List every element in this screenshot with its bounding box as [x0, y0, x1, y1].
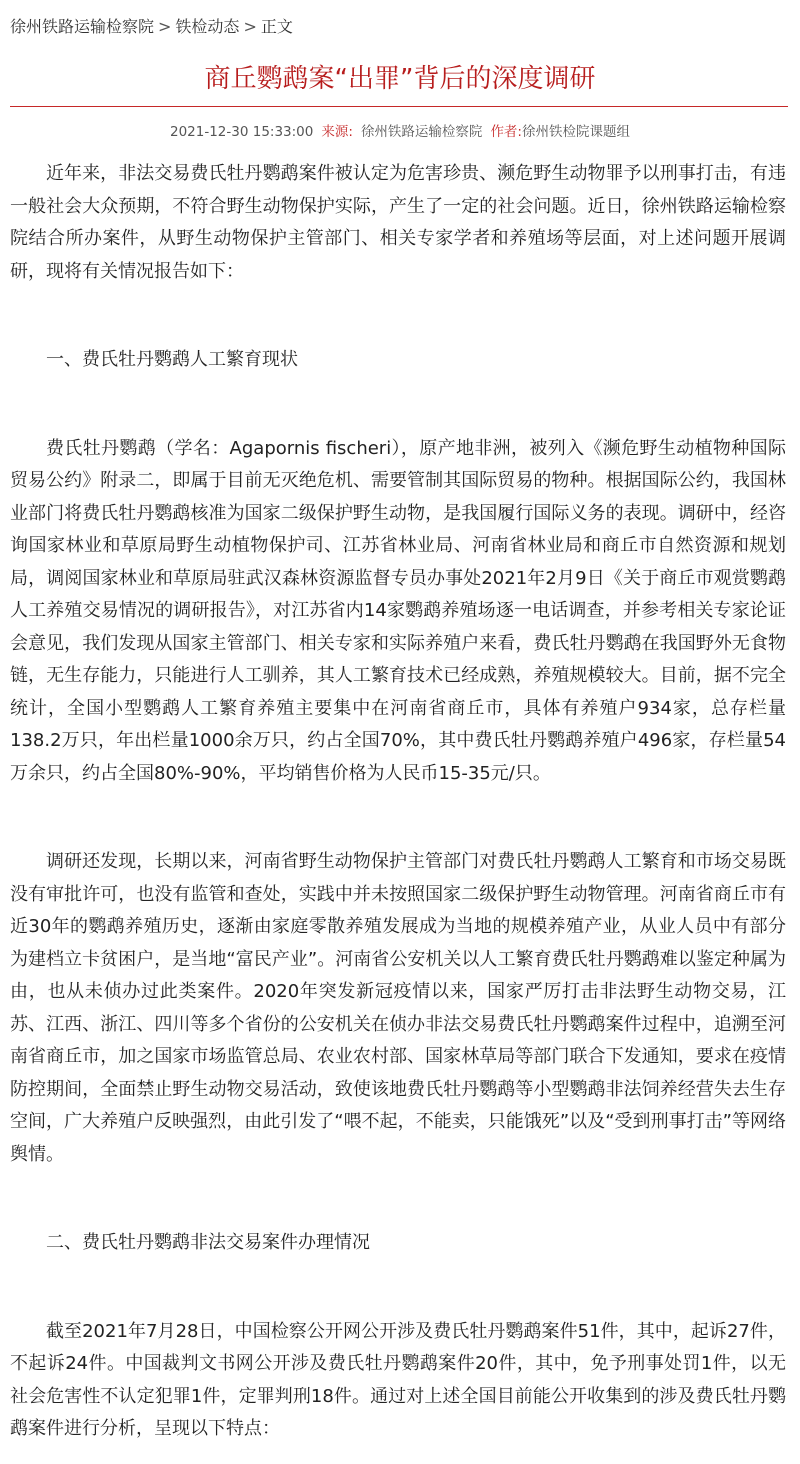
breadcrumb	[10, 14, 293, 37]
source-label: 来源:	[321, 124, 353, 140]
breadcrumb-current: 正文	[260, 17, 293, 36]
paragraph-survey-findings: 调研还发现，长期以来，河南省野生动物保护主管部门对费氏牡丹鹦鹉人工繁育和市场交易既没有审批许可，也没有监管和查处，实践中并未按照国家二级保护野生动物管理。河南省商丘市有近30年的鹦鹉养殖历史，逐渐由家庭零散养殖发展成为当地的规模养殖产业，从业人员中有部分为建档立卡贫困户，是当地“富民产业”。河南省公安机关以人工繁育费氏牡丹鹦鹉难以鉴定种属为由，也从未侦办过此类案件。2020年突发新冠疫情以来，国家严厉打击非法野生动物交易，江苏、江西、浙江、四川等多个省份的公安机关在侦办非法交易费氏牡丹鹦鹉案件过程中，追溯至河南省商丘市，加之国家市场监管总局、农业农村部、国家林草局等部门联合下发通知，要求在疫情防控期间，全面禁止野生动物交易活动，致使该地费氏牡丹鹦鹉等小型鹦鹉非法饲养经营失去生存空间，广大养殖户反映强烈，由此引发了“喂不起，不能卖，只能饿死”以及“受到刑事打击”等网络舆情。	[10, 851, 786, 1165]
author-value: 徐州铁检院课题组	[522, 124, 630, 140]
article-body	[10, 152, 786, 1446]
author-label: 作者:	[490, 124, 522, 140]
source-value: 徐州铁路运输检察院	[360, 124, 483, 140]
article-title: 商丘鹦鹉案“出罪”背后的深度调研	[204, 64, 596, 94]
publish-datetime: 2021-12-30 15:33:00	[169, 124, 314, 140]
paragraph-case-statistics: 截至2021年7月28日，中国检察公开网公开涉及费氏牡丹鹦鹉案件51件，其中，起诉27件，不起诉24件。中国裁判文书网公开涉及费氏牡丹鹦鹉案件20件，其中，免予刑事处罚1件，以无社会危害性不认定犯罪1件，定罪判刑18件。通过对上述全国目前能公开收集到的涉及费氏牡丹鹦鹉案件进行分析，呈现以下特点：	[10, 1320, 786, 1439]
breadcrumb-news-link[interactable]: 铁检动态	[175, 17, 240, 36]
paragraph-intro: 近年来，非法交易费氏牡丹鹦鹉案件被认定为危害珍贵、濒危野生动物罪予以刑事打击，有违一般社会大众预期，不符合野生动物保护实际，产生了一定的社会问题。近日，徐州铁路运输检察院结合所办案件，从野生动物保护主管部门、相关专家学者和养殖场等层面，对上述问题开展调研，现将有关情况报告如下：	[10, 163, 786, 282]
section-heading-2: 二、费氏牡丹鹦鹉非法交易案件办理情况	[46, 1232, 370, 1253]
breadcrumb-separator: >	[158, 17, 172, 36]
paragraph-breeding-status: 费氏牡丹鹦鹉（学名：Agapornis fischeri），原产地非洲，被列入《濒危野生动植物种国际贸易公约》附录二，即属于目前无灭绝危机、需要管制其国际贸易的物种。根据国际公约，我国林业部门将费氏牡丹鹦鹉核准为国家二级保护野生动物，是我国履行国际义务的表现。调研中，经咨询国家林业和草原局野生动植物保护司、江苏省林业局、河南省林业局和商丘市自然资源和规划局，调阅国家林业和草原局驻武汉森林资源监督专员办事处2021年2月9日《关于商丘市观赏鹦鹉人工养殖交易情况的调研报告》，对江苏省内14家鹦鹉养殖场逐一电话调查，并参考相关专家论证会意见，我们发现从国家主管部门、相关专家和实际养殖户来看，费氏牡丹鹦鹉在我国野外无食物链，无生存能力，只能进行人工驯养，其人工繁育技术已经成熟，养殖规模较大。目前，据不完全统计，全国小型鹦鹉人工繁育养殖主要集中在河南省商丘市，具体有养殖户934家，总存栏量138.2万只，年出栏量1000余万只，约占全国70%，其中费氏牡丹鹦鹉养殖户496家，存栏量54万余只，约占全国80%-90%，平均销售价格为人民币15-35元/只。	[10, 437, 786, 784]
breadcrumb-home-link[interactable]: 徐州铁路运输检察院	[10, 17, 155, 36]
title-divider	[10, 106, 788, 107]
article-meta	[0, 120, 800, 140]
breadcrumb-separator: >	[243, 17, 257, 36]
section-heading-1: 一、费氏牡丹鹦鹉人工繁育现状	[46, 349, 298, 370]
